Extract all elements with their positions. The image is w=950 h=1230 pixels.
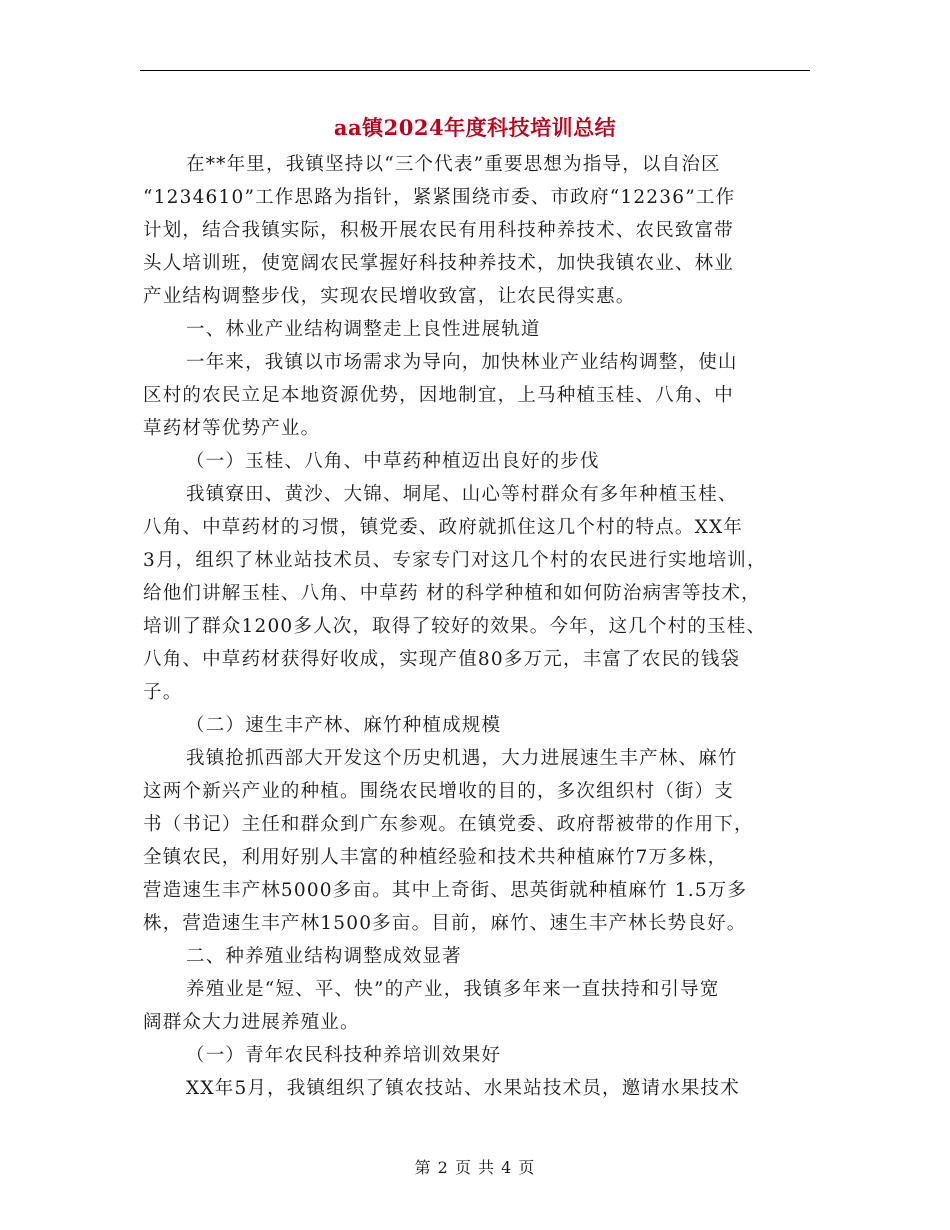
body-line: 给他们讲解玉桂、八角、中草药 材的科学种植和如何防治病害等技术， [143, 583, 761, 604]
body-line: 一年来，我镇以市场需求为导向，加快林业产业结构调整，使山 [186, 352, 738, 373]
body-line: 养殖业是“短、平、快”的产业，我镇多年来一直扶持和引导宽 [186, 979, 720, 1000]
page-footer: 第 2 页 共 4 页 [414, 1158, 536, 1177]
section-heading: 一、林业产业结构调整走上良性进展轨道 [186, 319, 541, 340]
body-line: 区村的农民立足本地资源优势，因地制宜，上马种植玉桂、八角、中 [143, 385, 735, 406]
body-line: XX年5月，我镇组织了镇农技站、水果站技术员，邀请水果技术 [186, 1078, 740, 1099]
body-line: 八角、中草药材的习惯，镇党委、政府就抓住这几个村的特点。XX年 [143, 517, 744, 538]
body-line: 阔群众大力进展养殖业。 [143, 1012, 360, 1033]
body-line: 株，营造速生丰产林1500多亩。目前，麻竹、速生丰产林长势良好。 [143, 913, 747, 934]
header-rule [140, 70, 810, 71]
body-line: 3月，组织了林业站技术员、专家专门对这几个村的农民进行实地培训， [143, 550, 767, 571]
body-line: 营造速生丰产林5000多亩。其中上奇街、思英街就种植麻竹 1.5万多 [143, 880, 748, 901]
body-line: 草药材等优势产业。 [143, 418, 321, 439]
subsection-heading: （一）青年农民科技种养培训效果好 [186, 1045, 502, 1066]
body-line: 产业结构调整步伐，实现农民增收致富，让农民得实惠。 [143, 286, 636, 307]
body-line: 计划，结合我镇实际，积极开展农民有用科技种养技术、农民致富带 [143, 220, 735, 241]
body-line: 我镇抢抓西部大开发这个历史机遇，大力进展速生丰产林、麻竹 [186, 748, 738, 769]
body-line: 八角、中草药材获得好收成，实现产值80多万元，丰富了农民的钱袋 [143, 649, 741, 670]
body-line: 子。 [143, 682, 183, 703]
subsection-heading: （一）玉桂、八角、中草药种植迈出良好的步伐 [186, 451, 600, 472]
body-line: 书（书记）主任和群众到广东参观。在镇党委、政府帮被带的作用下， [143, 814, 754, 835]
section-heading: 二、种养殖业结构调整成效显著 [186, 946, 462, 967]
body-line: “1234610”工作思路为指针，紧紧围绕市委、市政府“12236”工作 [143, 187, 736, 208]
body-line: 全镇农民，利用好别人丰富的种植经验和技术共种植麻竹7万多株， [143, 847, 728, 868]
body-line: 在**年里，我镇坚持以“三个代表”重要思想为指导，以自治区 [186, 154, 721, 175]
body-line: 培训了群众1200多人次，取得了较好的效果。今年，这几个村的玉桂、 [143, 616, 767, 637]
body-line: 我镇寮田、黄沙、大锦、垌尾、山心等村群众有多年种植玉桂、 [186, 484, 738, 505]
subsection-heading: （二）速生丰产林、麻竹种植成规模 [186, 715, 502, 736]
body-line: 头人培训班，使宽阔农民掌握好科技种养技术，加快我镇农业、林业 [143, 253, 735, 274]
body-line: 这两个新兴产业的种植。围绕农民增收的目的，多次组织村（街）支 [143, 781, 735, 802]
document-title: aa镇2024年度科技培训总结 [333, 115, 617, 140]
